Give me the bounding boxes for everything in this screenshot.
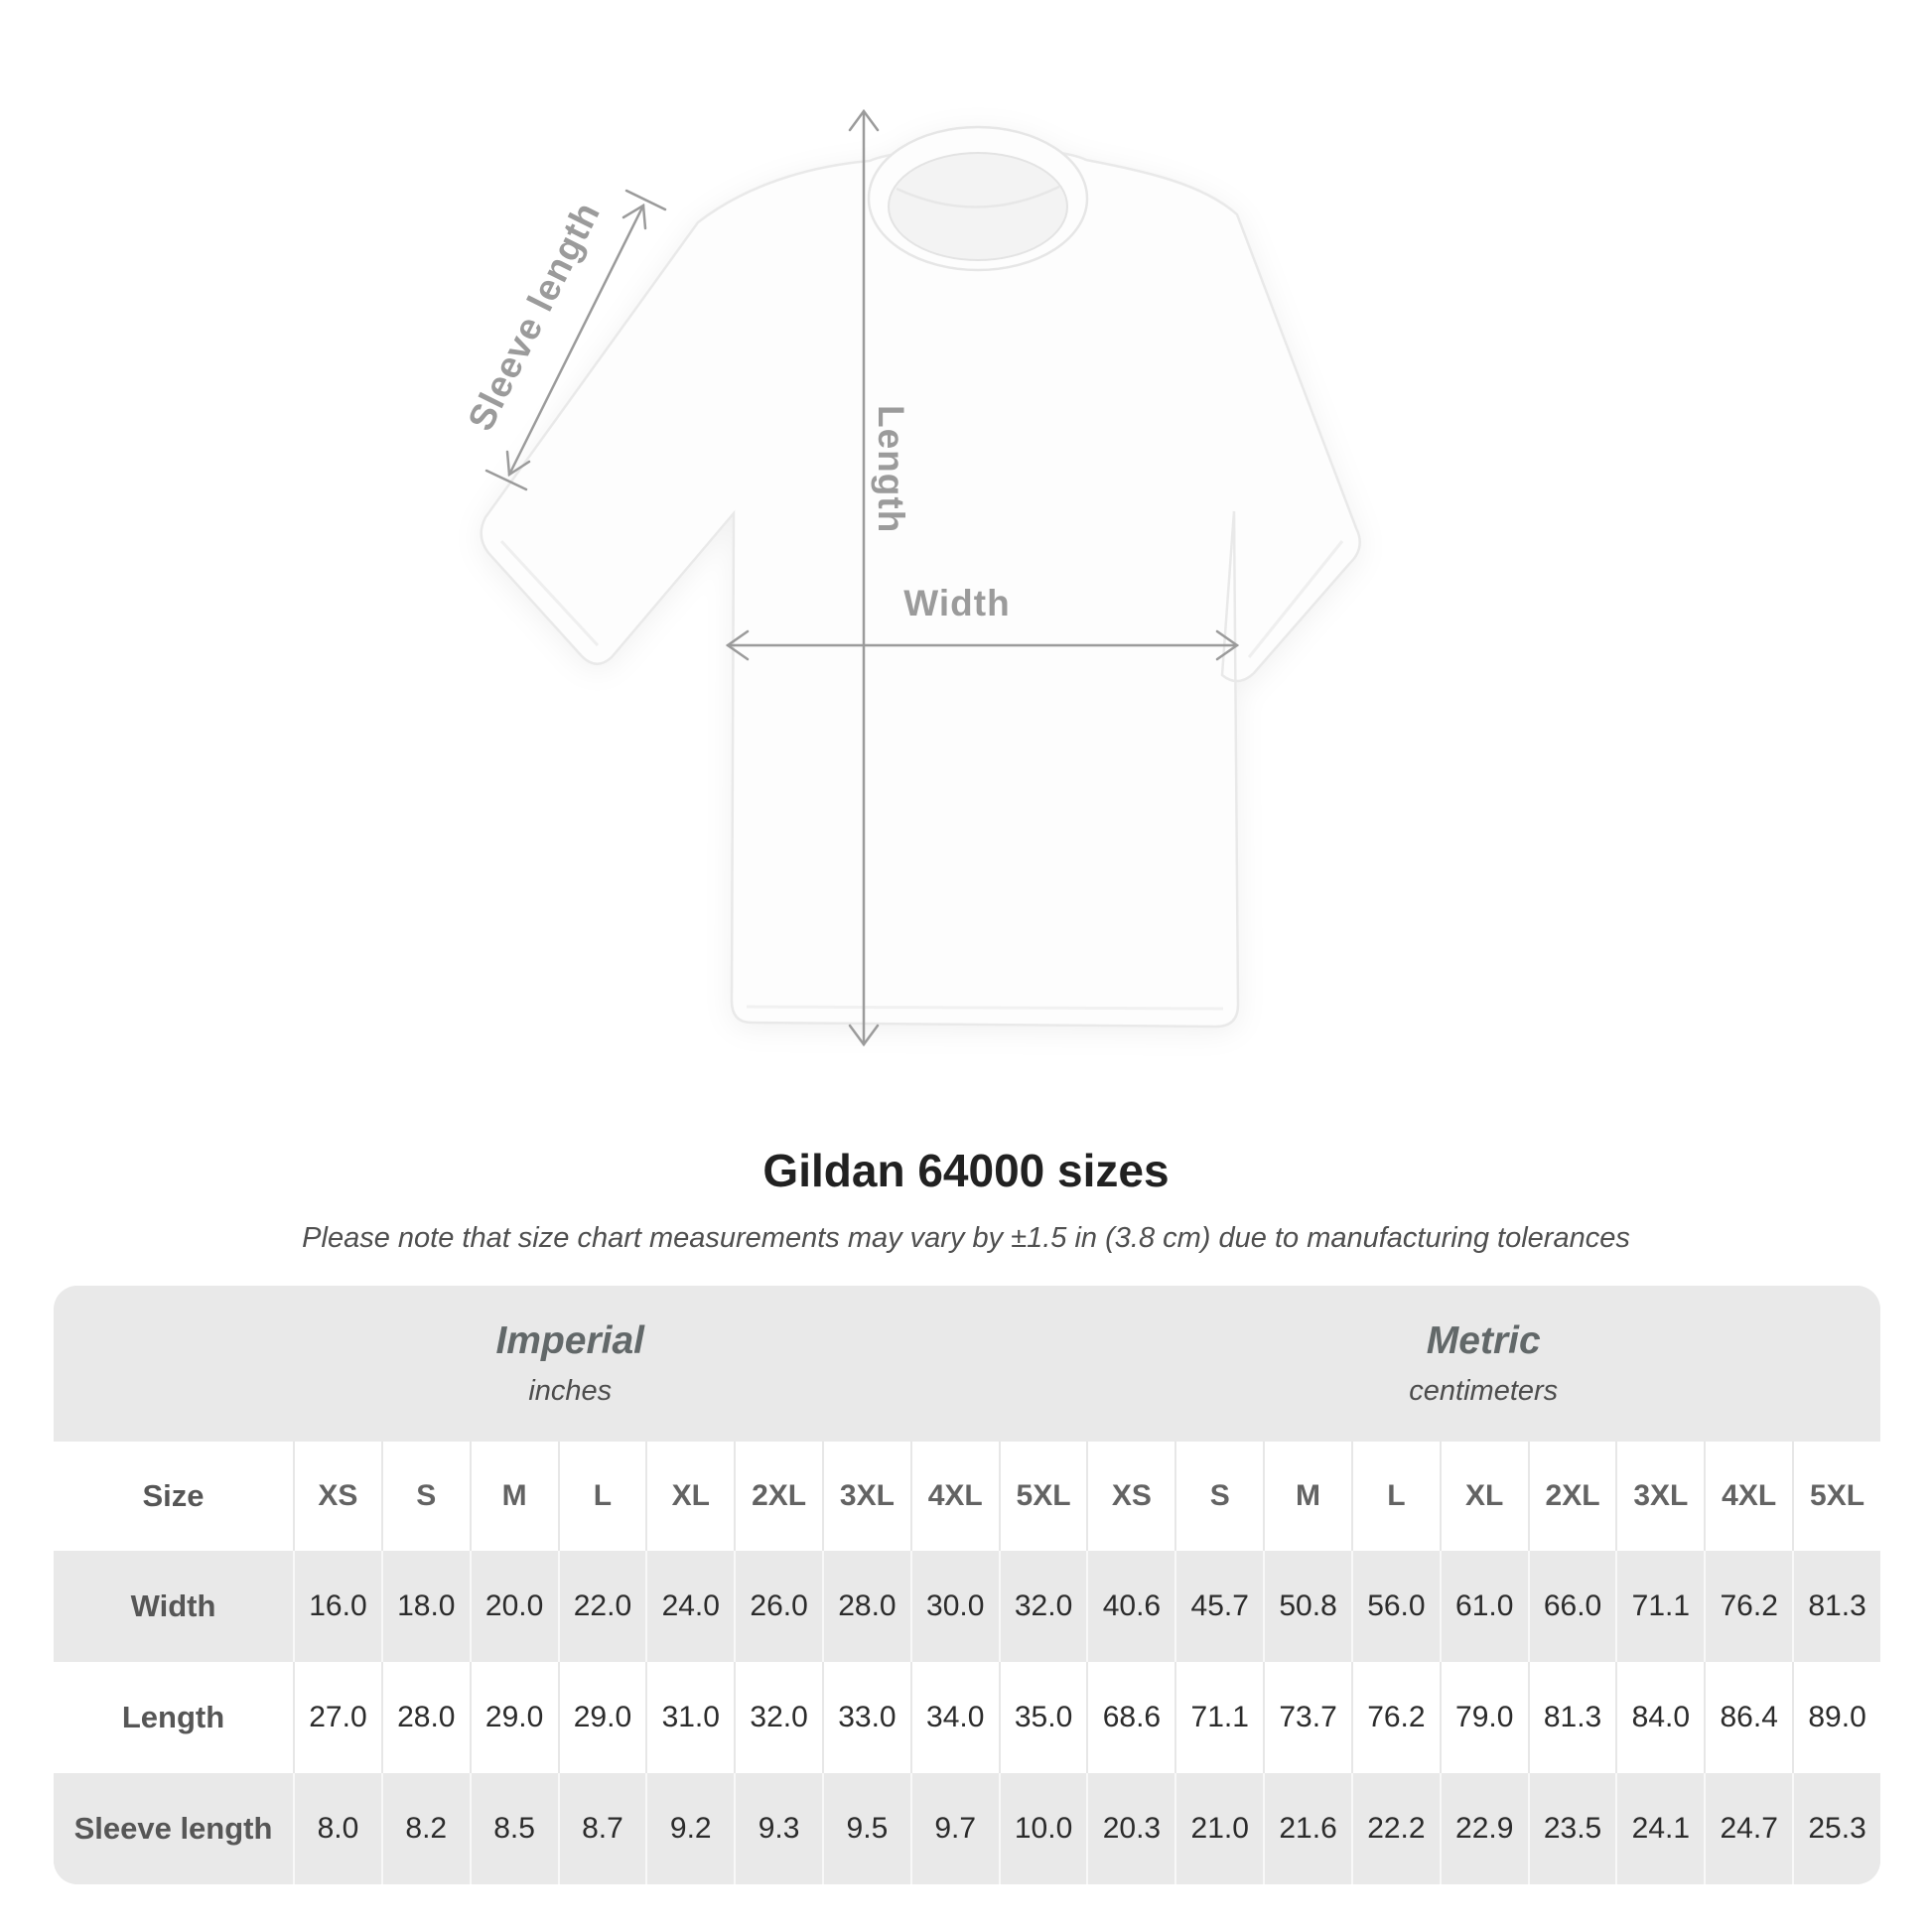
measurement-row — [54, 1773, 1880, 1884]
value-cell: 29.0 — [558, 1662, 646, 1773]
value-cell: 16.0 — [293, 1551, 381, 1662]
size-header-cell: 2XL — [1528, 1442, 1616, 1551]
size-header-label-cell: Size — [54, 1442, 293, 1551]
tolerance-note: Please note that size chart measurements may vary by ±1.5 in (3.8 cm) due to manufacturing tolerances — [302, 1222, 1630, 1255]
value-cell: 22.2 — [1351, 1773, 1440, 1884]
group-title: Imperial — [495, 1319, 645, 1362]
row-label-cell: Sleeve length — [54, 1773, 293, 1884]
size-header-row — [54, 1442, 1880, 1551]
value-cell: 50.8 — [1263, 1551, 1351, 1662]
value-cell: 21.6 — [1263, 1773, 1351, 1884]
value-cell: 9.3 — [734, 1773, 822, 1884]
group-header-cell — [1086, 1286, 1880, 1442]
measurement-row — [54, 1662, 1880, 1773]
value-cell: 24.7 — [1704, 1773, 1792, 1884]
size-header-cell: XS — [1086, 1442, 1174, 1551]
size-header-cell: XL — [645, 1442, 734, 1551]
value-cell: 45.7 — [1174, 1551, 1263, 1662]
value-cell: 79.0 — [1440, 1662, 1528, 1773]
value-cell: 68.6 — [1086, 1662, 1174, 1773]
size-header-cell: M — [1263, 1442, 1351, 1551]
length-label: Length — [871, 405, 911, 534]
group-title: Metric — [1426, 1319, 1541, 1362]
value-cell: 76.2 — [1351, 1662, 1440, 1773]
size-header-cell: L — [1351, 1442, 1440, 1551]
size-header-cell: 3XL — [822, 1442, 910, 1551]
sleeve-length-label: Sleeve length — [460, 195, 609, 438]
value-cell: 32.0 — [999, 1551, 1087, 1662]
value-cell: 66.0 — [1528, 1551, 1616, 1662]
value-cell: 76.2 — [1704, 1551, 1792, 1662]
value-cell: 8.5 — [470, 1773, 558, 1884]
tshirt-graphic — [482, 127, 1360, 1027]
size-header-cell: S — [381, 1442, 470, 1551]
value-cell: 8.7 — [558, 1773, 646, 1884]
row-label-cell: Width — [54, 1551, 293, 1662]
value-cell: 81.3 — [1792, 1551, 1880, 1662]
value-cell: 10.0 — [999, 1773, 1087, 1884]
table-group-header-row — [54, 1286, 1880, 1442]
value-cell: 21.0 — [1174, 1773, 1263, 1884]
size-header-cell: 5XL — [1792, 1442, 1880, 1551]
value-cell: 28.0 — [381, 1662, 470, 1773]
measurement-row — [54, 1551, 1880, 1662]
value-cell: 20.3 — [1086, 1773, 1174, 1884]
size-header-cell: XL — [1440, 1442, 1528, 1551]
title-block — [0, 1144, 1932, 1255]
group-subtitle: inches — [528, 1375, 613, 1407]
value-cell: 73.7 — [1263, 1662, 1351, 1773]
page-title: Gildan 64000 sizes — [762, 1145, 1170, 1196]
value-cell: 9.5 — [822, 1773, 910, 1884]
value-cell: 34.0 — [910, 1662, 999, 1773]
value-cell: 9.7 — [910, 1773, 999, 1884]
size-header-cell: XS — [293, 1442, 381, 1551]
value-cell: 8.0 — [293, 1773, 381, 1884]
value-cell: 30.0 — [910, 1551, 999, 1662]
value-cell: 84.0 — [1615, 1662, 1704, 1773]
size-table — [54, 1286, 1880, 1884]
value-cell: 81.3 — [1528, 1662, 1616, 1773]
size-header-cell: 4XL — [1704, 1442, 1792, 1551]
value-cell: 40.6 — [1086, 1551, 1174, 1662]
size-header-cell: 2XL — [734, 1442, 822, 1551]
value-cell: 8.2 — [381, 1773, 470, 1884]
value-cell: 86.4 — [1704, 1662, 1792, 1773]
value-cell: 71.1 — [1174, 1662, 1263, 1773]
size-header-cell: 3XL — [1615, 1442, 1704, 1551]
value-cell: 35.0 — [999, 1662, 1087, 1773]
value-cell: 32.0 — [734, 1662, 822, 1773]
size-table-grid — [54, 1286, 1880, 1884]
value-cell: 22.0 — [558, 1551, 646, 1662]
value-cell: 22.9 — [1440, 1773, 1528, 1884]
row-label-cell: Length — [54, 1662, 293, 1773]
size-header-cell: L — [558, 1442, 646, 1551]
width-label: Width — [903, 583, 1011, 623]
value-cell: 71.1 — [1615, 1551, 1704, 1662]
value-cell: 26.0 — [734, 1551, 822, 1662]
value-cell: 56.0 — [1351, 1551, 1440, 1662]
hem-stitch — [747, 1007, 1223, 1009]
value-cell: 28.0 — [822, 1551, 910, 1662]
value-cell: 18.0 — [381, 1551, 470, 1662]
value-cell: 61.0 — [1440, 1551, 1528, 1662]
value-cell: 29.0 — [470, 1662, 558, 1773]
value-cell: 24.0 — [645, 1551, 734, 1662]
value-cell: 24.1 — [1615, 1773, 1704, 1884]
group-header-cell — [54, 1286, 1086, 1442]
size-header-cell: 4XL — [910, 1442, 999, 1551]
size-header-cell: S — [1174, 1442, 1263, 1551]
value-cell: 25.3 — [1792, 1773, 1880, 1884]
value-cell: 33.0 — [822, 1662, 910, 1773]
size-header-cell: M — [470, 1442, 558, 1551]
value-cell: 9.2 — [645, 1773, 734, 1884]
value-cell: 23.5 — [1528, 1773, 1616, 1884]
value-cell: 20.0 — [470, 1551, 558, 1662]
value-cell: 89.0 — [1792, 1662, 1880, 1773]
size-header-cell: 5XL — [999, 1442, 1087, 1551]
group-subtitle: centimeters — [1409, 1375, 1559, 1407]
value-cell: 27.0 — [293, 1662, 381, 1773]
value-cell: 31.0 — [645, 1662, 734, 1773]
